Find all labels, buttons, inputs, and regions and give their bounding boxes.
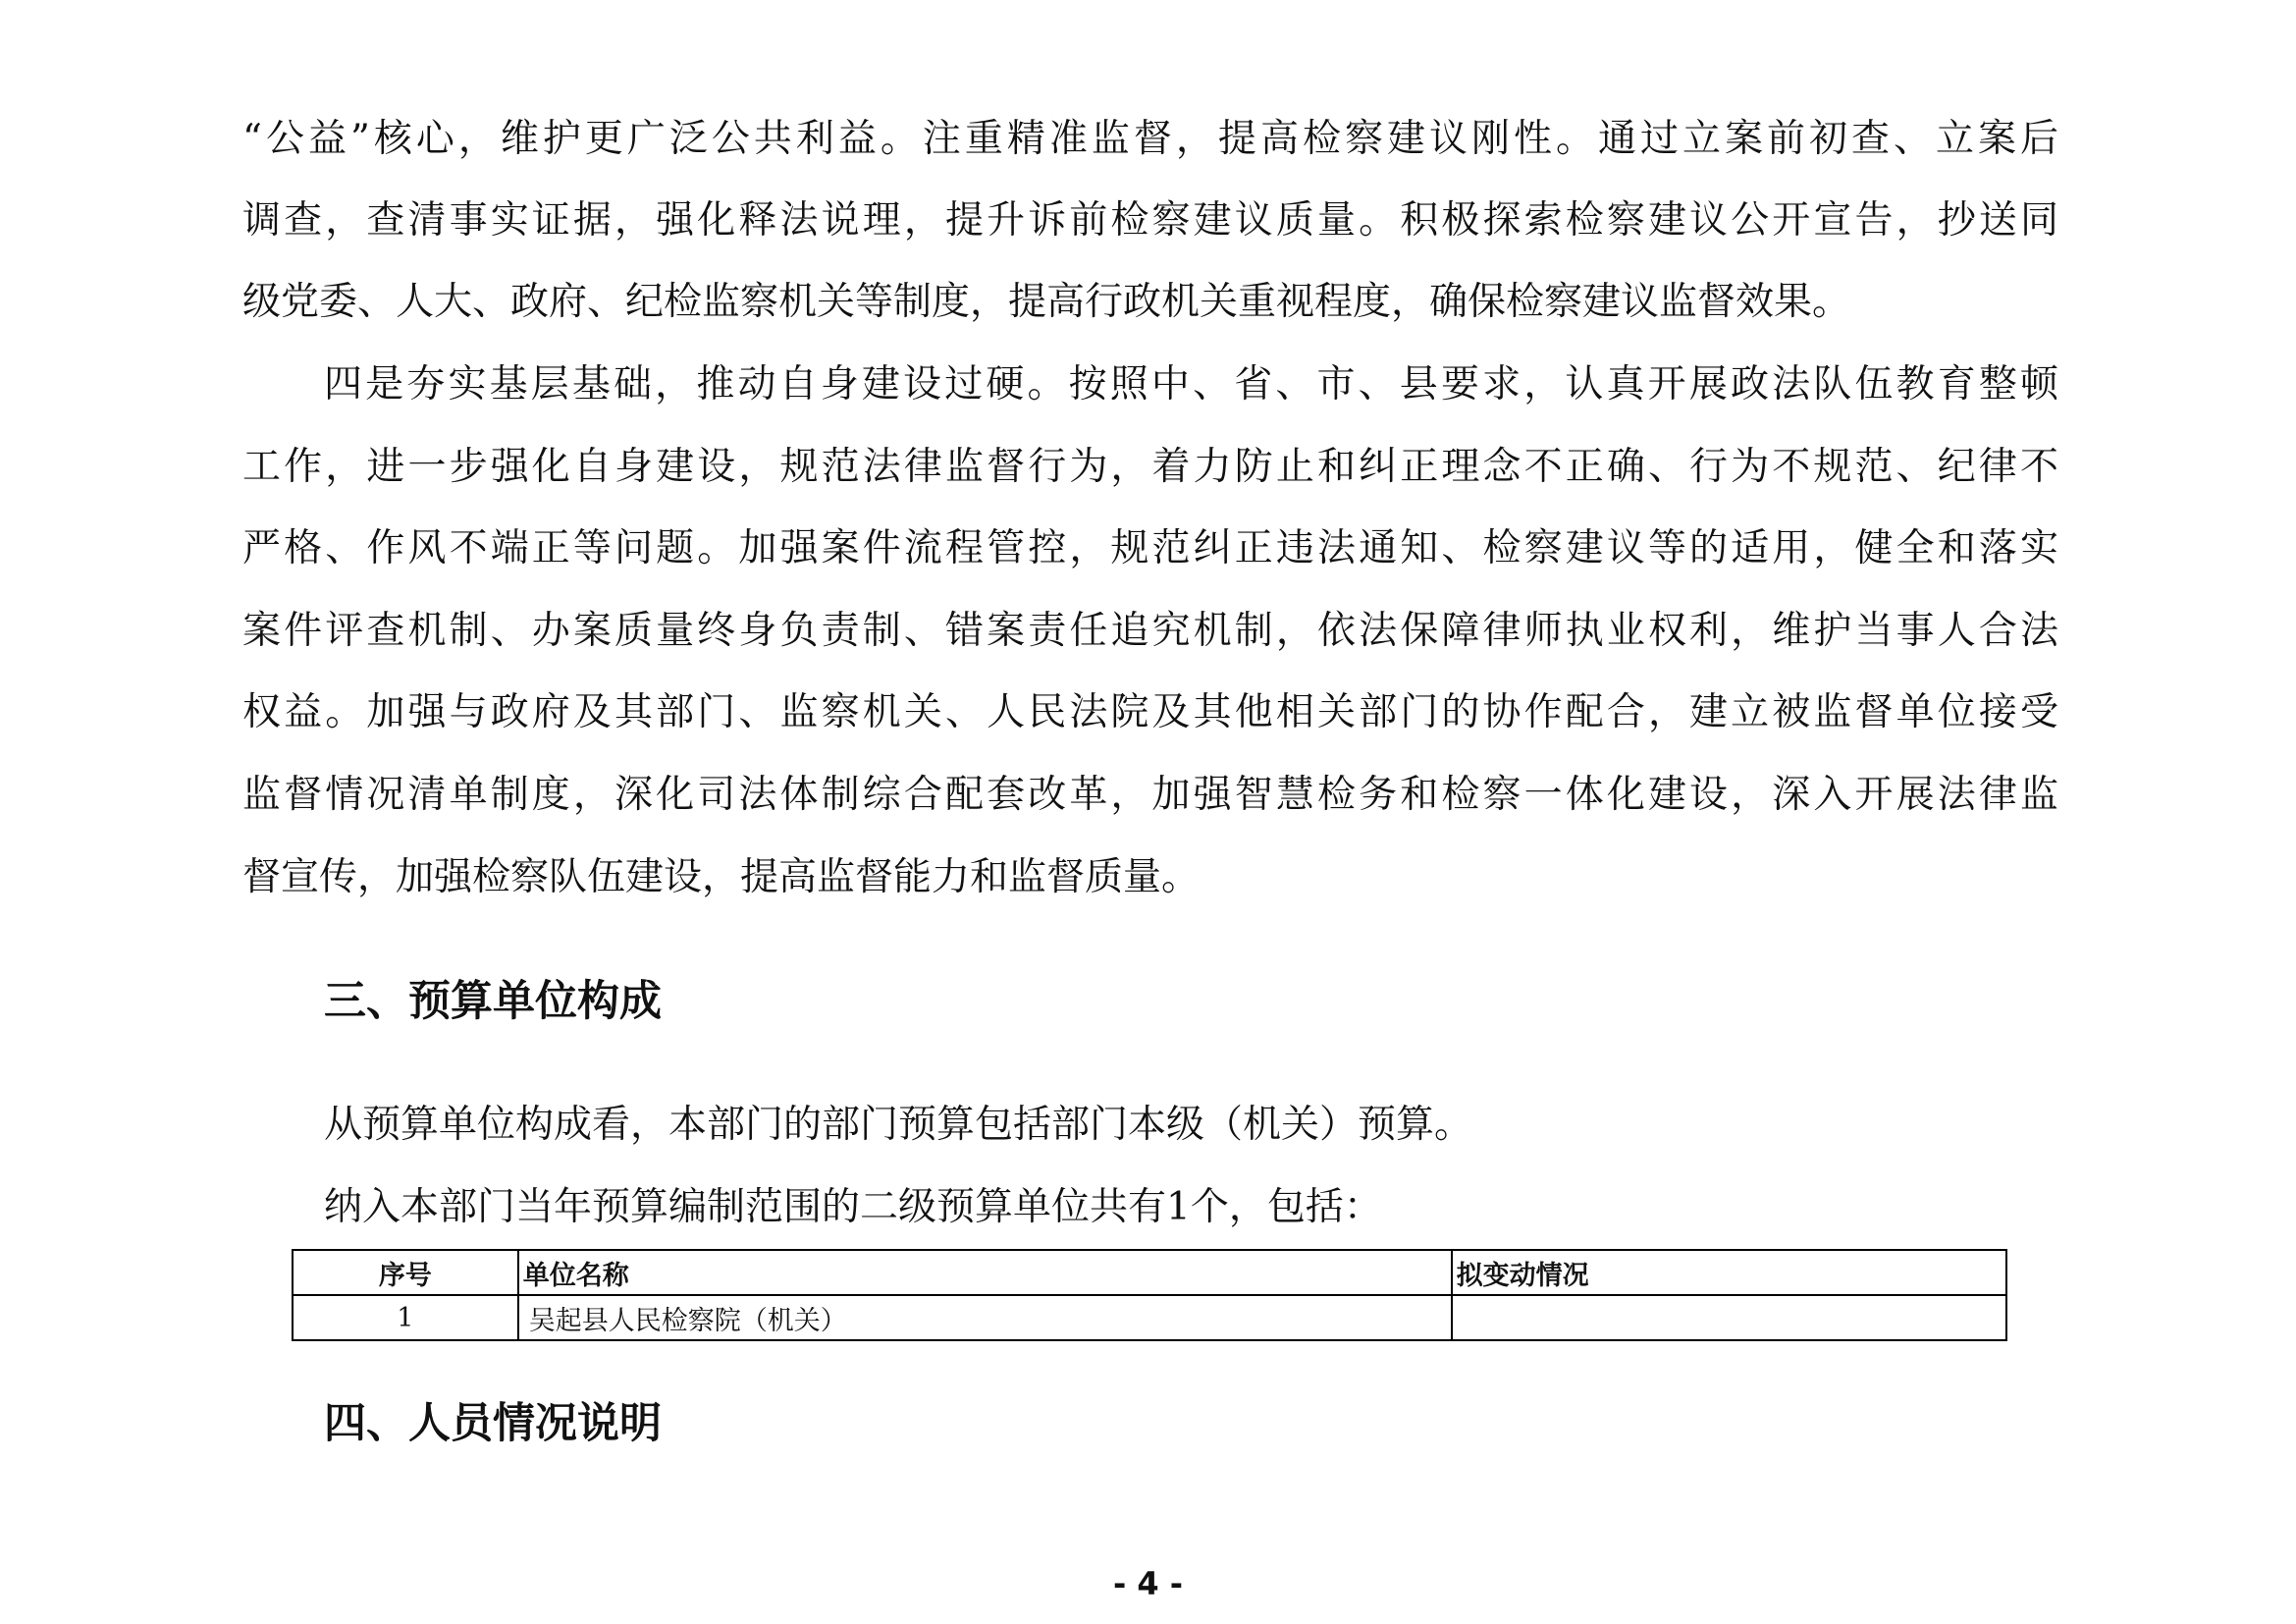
paragraph-line: “公益”核心，维护更广泛公共利益。注重精准监督，提高检察建议刚性。通过立案前初查、立案后 bbox=[242, 117, 2058, 161]
budget-unit-table bbox=[292, 1249, 2007, 1341]
page-number: - 4 - bbox=[1112, 1565, 1184, 1602]
section-heading: 三、预算单位构成 bbox=[324, 977, 662, 1026]
column-header-change: 拟变动情况 bbox=[1452, 1250, 2006, 1295]
column-header-unit-name: 单位名称 bbox=[518, 1250, 1452, 1295]
table-cell-change bbox=[1452, 1295, 2006, 1340]
table-header-row bbox=[293, 1250, 2006, 1295]
table-cell-unit-name: 吴起县人民检察院（机关） bbox=[518, 1295, 1452, 1340]
paragraph-line: 四是夯实基层基础，推动自身建设过硬。按照中、省、市、县要求，认真开展政法队伍教育整顿 bbox=[324, 362, 2058, 406]
section-heading: 四、人员情况说明 bbox=[324, 1399, 662, 1448]
body-text: 纳入本部门当年预算编制范围的二级预算单位共有1个，包括： bbox=[324, 1185, 1382, 1229]
paragraph-line: 工作，进一步强化自身建设，规范法律监督行为，着力防止和纠正理念不正确、行为不规范、纪律不 bbox=[242, 445, 2058, 489]
paragraph-line: 调查，查清事实证据，强化释法说理，提升诉前检察建议质量。积极探索检察建议公开宣告，抄送同 bbox=[242, 198, 2058, 243]
paragraph-line: 监督情况清单制度，深化司法体制综合配套改革，加强智慧检务和检察一体化建设，深入开展法律监 bbox=[242, 773, 2058, 817]
table-row bbox=[293, 1295, 2006, 1340]
column-header-index: 序号 bbox=[293, 1250, 518, 1295]
paragraph-line: 权益。加强与政府及其部门、监察机关、人民法院及其他相关部门的协作配合，建立被监督单位接受 bbox=[242, 690, 2058, 734]
table-cell-index: 1 bbox=[293, 1295, 518, 1340]
body-text: 从预算单位构成看，本部门的部门预算包括部门本级（机关）预算。 bbox=[324, 1103, 1473, 1147]
paragraph-line: 督宣传，加强检察队伍建设，提高监督能力和监督质量。 bbox=[242, 855, 1201, 899]
paragraph-line: 案件评查机制、办案质量终身负责制、错案责任追究机制，依法保障律师执业权利，维护当事人合法 bbox=[242, 609, 2058, 653]
paragraph-line: 级党委、人大、政府、纪检监察机关等制度，提高行政机关重视程度，确保检察建议监督效果。 bbox=[242, 280, 1851, 324]
paragraph-line: 严格、作风不端正等问题。加强案件流程管控，规范纠正违法通知、检察建议等的适用，健全和落实 bbox=[242, 526, 2058, 570]
